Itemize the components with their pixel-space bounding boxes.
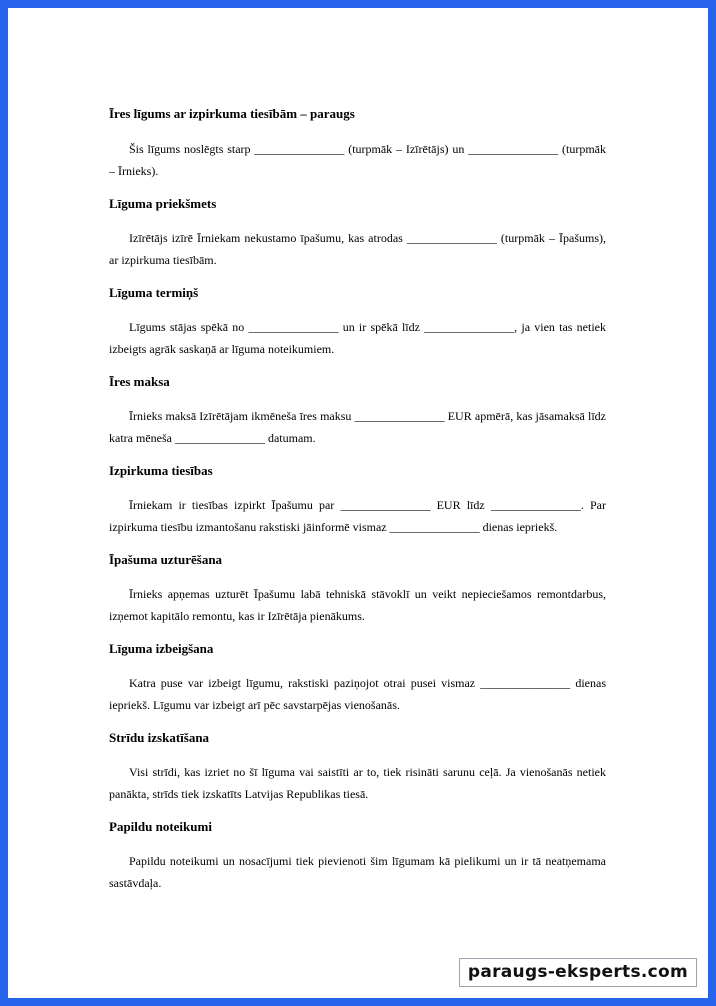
section-text-purchase-rights: Īrniekam ir tiesības izpirkt Īpašumu par _______________ EUR līdz _______________. Par izpirkuma tiesību izmantošanu rakstiski jāinformē vismaz _______________ dienas iepriekš. <box>109 498 606 534</box>
document-page <box>8 8 708 998</box>
watermark-label: paraugs-eksperts.com <box>459 958 697 987</box>
section-heading-termination: Līguma izbeigšana <box>109 641 214 656</box>
section-heading-purchase-rights: Izpirkuma tiesības <box>109 463 213 478</box>
document-content <box>109 105 606 907</box>
section-text-termination: Katra puse var izbeigt līgumu, rakstiski paziņojot otrai pusei vismaz _______________ dienas iepriekš. Līgumu var izbeigt arī pēc savstarpējas vienošanās. <box>109 676 606 712</box>
intro-paragraph: Šis līgums noslēgts starp _______________ (turpmāk – Izīrētājs) un _______________ (turpmāk – Īrnieks). <box>109 142 606 178</box>
section-heading-additional: Papildu noteikumi <box>109 819 212 834</box>
document-title: Īres līgums ar izpirkuma tiesībām – paraugs <box>109 106 355 121</box>
section-heading-subject: Līguma priekšmets <box>109 196 217 211</box>
section-heading-term: Līguma termiņš <box>109 285 199 300</box>
section-heading-rent: Īres maksa <box>109 374 170 389</box>
section-text-rent: Īrnieks maksā Izīrētājam ikmēneša īres maksu _______________ EUR apmērā, kas jāsamaksā līdz katra mēneša _______________ datumam. <box>109 409 606 445</box>
section-text-disputes: Visi strīdi, kas izriet no šī līguma vai saistīti ar to, tiek risināti sarunu ceļā. Ja vienošanās netiek panākta, strīds tiek izskatīts Latvijas Republikas tiesā. <box>109 765 606 801</box>
section-text-additional: Papildu noteikumi un nosacījumi tiek pievienoti šim līgumam kā pielikumi un ir tā neatņemama sastāvdaļa. <box>109 854 606 890</box>
section-text-maintenance: Īrnieks apņemas uzturēt Īpašumu labā tehniskā stāvoklī un veikt nepieciešamos remontdarbus, izņemot kapitālo remontu, kas ir Izīrētāja pienākums. <box>109 587 606 623</box>
section-text-subject: Izīrētājs izīrē Īrniekam nekustamo īpašumu, kas atrodas _______________ (turpmāk – Īpašums), ar izpirkuma tiesībām. <box>109 231 606 267</box>
section-text-term: Līgums stājas spēkā no _______________ un ir spēkā līdz _______________, ja vien tas netiek izbeigts agrāk saskaņā ar līguma noteikumiem. <box>109 320 606 356</box>
section-heading-maintenance: Īpašuma uzturēšana <box>109 552 223 567</box>
section-heading-disputes: Strīdu izskatīšana <box>109 730 210 745</box>
